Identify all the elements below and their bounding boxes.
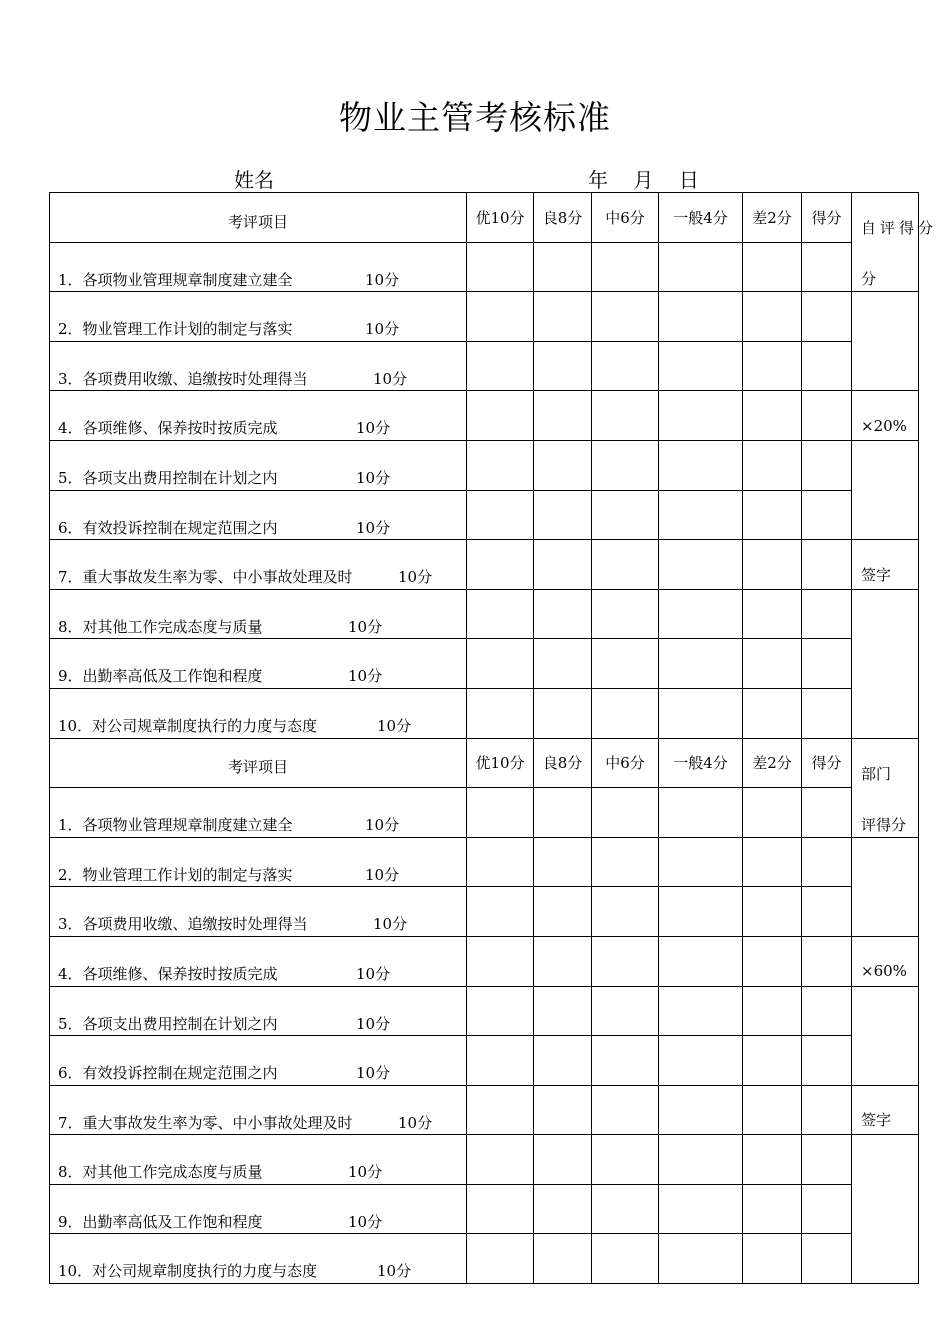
grade-cell[interactable] [592, 887, 659, 937]
item-cell [50, 440, 467, 490]
grade-cell[interactable] [534, 936, 592, 986]
item-score: 10分 [348, 1163, 383, 1182]
grade-cell[interactable] [592, 1085, 659, 1135]
grade-cell[interactable] [743, 1085, 802, 1135]
table-row [50, 242, 919, 292]
grade-cell[interactable] [592, 391, 659, 441]
table-row [50, 292, 919, 342]
item-score: 10分 [365, 816, 400, 835]
grade-cell[interactable] [743, 292, 802, 342]
grade-cell[interactable] [592, 242, 659, 292]
grade-cell[interactable] [743, 986, 802, 1036]
grade-cell[interactable] [659, 936, 743, 986]
grade-cell[interactable] [802, 1184, 852, 1234]
grade-cell[interactable] [534, 242, 592, 292]
grade-cell[interactable] [467, 1135, 534, 1185]
table-row [50, 341, 919, 391]
grade-cell[interactable] [802, 292, 852, 342]
grade-header: 中6分 [592, 738, 659, 788]
item-label: 7．重大事故发生率为零、中小事故处理及时 [58, 1113, 353, 1132]
grade-cell[interactable] [592, 341, 659, 391]
grade-cell[interactable] [467, 936, 534, 986]
item-cell [50, 490, 467, 540]
grade-cell[interactable] [467, 490, 534, 540]
item-cell [50, 688, 467, 738]
grade-cell[interactable] [534, 1234, 592, 1284]
grade-cell[interactable] [534, 639, 592, 689]
item-label: 3．各项费用收缴、追缴按时处理得当 [58, 369, 308, 388]
item-label: 8．对其他工作完成态度与质量 [58, 617, 263, 636]
item-label: 7．重大事故发生率为零、中小事故处理及时 [58, 568, 353, 587]
grade-cell[interactable] [659, 1135, 743, 1185]
item-cell [50, 837, 467, 887]
grade-cell[interactable] [802, 242, 852, 292]
item-label: 5．各项支出费用控制在计划之内 [58, 468, 278, 487]
grade-cell[interactable] [802, 490, 852, 540]
grade-cell[interactable] [802, 986, 852, 1036]
grade-cell[interactable] [802, 1135, 852, 1185]
item-cell [50, 639, 467, 689]
grade-cell[interactable] [534, 1036, 592, 1086]
multiplier: ×20% [852, 391, 919, 441]
grade-cell[interactable] [802, 589, 852, 639]
grade-cell[interactable] [659, 688, 743, 738]
item-cell [50, 788, 467, 838]
side-blank-cell[interactable] [852, 986, 919, 1085]
grade-cell[interactable] [467, 837, 534, 887]
grade-cell[interactable] [592, 1135, 659, 1185]
item-cell [50, 242, 467, 292]
multiplier: ×60% [852, 936, 919, 986]
item-label: 3．各项费用收缴、追缴按时处理得当 [58, 915, 308, 934]
grade-cell[interactable] [659, 540, 743, 590]
grade-cell[interactable] [659, 986, 743, 1036]
grade-cell[interactable] [659, 1234, 743, 1284]
item-score: 10分 [348, 1212, 383, 1231]
table-row [50, 1085, 919, 1135]
item-cell [50, 1135, 467, 1185]
grade-cell[interactable] [534, 391, 592, 441]
grade-cell[interactable] [743, 837, 802, 887]
grade-cell[interactable] [659, 887, 743, 937]
grade-cell[interactable] [467, 440, 534, 490]
item-label: 6．有效投诉控制在规定范围之内 [58, 1064, 278, 1083]
grade-cell[interactable] [743, 1036, 802, 1086]
grade-header: 一般4分 [659, 738, 743, 788]
grade-cell[interactable] [743, 391, 802, 441]
side-blank-cell[interactable] [852, 292, 919, 391]
table-row [50, 1036, 919, 1086]
table-row [50, 1135, 919, 1185]
grade-header: 优10分 [467, 738, 534, 788]
item-cell [50, 1085, 467, 1135]
item-score: 10分 [356, 1014, 391, 1033]
grade-header: 差2分 [743, 738, 802, 788]
grade-cell[interactable] [743, 440, 802, 490]
grade-header: 优10分 [467, 193, 534, 243]
item-cell [50, 887, 467, 937]
grade-cell[interactable] [592, 1184, 659, 1234]
item-score: 10分 [356, 1064, 391, 1083]
section-header-row [50, 738, 919, 788]
grade-cell[interactable] [743, 639, 802, 689]
side-title-top: 部门 [861, 764, 892, 783]
item-label: 1．各项物业管理规章制度建立建全 [58, 270, 293, 289]
item-score: 10分 [365, 865, 400, 884]
grade-cell[interactable] [659, 1085, 743, 1135]
grade-cell[interactable] [467, 242, 534, 292]
grade-cell[interactable] [534, 837, 592, 887]
grade-cell[interactable] [592, 788, 659, 838]
side-title [852, 193, 938, 292]
grade-cell[interactable] [802, 1085, 852, 1135]
table-row [50, 440, 919, 490]
item-cell [50, 391, 467, 441]
grade-cell[interactable] [467, 788, 534, 838]
item-score: 10分 [356, 468, 391, 487]
grade-cell[interactable] [802, 837, 852, 887]
item-score: 10分 [373, 915, 408, 934]
grade-cell[interactable] [534, 589, 592, 639]
grade-cell[interactable] [802, 1234, 852, 1284]
grade-cell[interactable] [592, 589, 659, 639]
grade-cell[interactable] [534, 986, 592, 1036]
table-row [50, 391, 919, 441]
grade-cell[interactable] [743, 540, 802, 590]
item-score: 10分 [356, 518, 391, 537]
signature-cell[interactable] [852, 589, 919, 738]
grade-cell[interactable] [802, 936, 852, 986]
grade-cell[interactable] [467, 1184, 534, 1234]
table-row [50, 837, 919, 887]
sign-label: 签字 [852, 540, 919, 590]
grade-cell[interactable] [743, 688, 802, 738]
grade-cell[interactable] [467, 540, 534, 590]
grade-cell[interactable] [534, 1085, 592, 1135]
section-header: 考评项目 [50, 193, 467, 243]
grade-cell[interactable] [592, 936, 659, 986]
grade-cell[interactable] [467, 1085, 534, 1135]
item-label: 6．有效投诉控制在规定范围之内 [58, 518, 278, 537]
grade-cell[interactable] [659, 837, 743, 887]
grade-cell[interactable] [592, 688, 659, 738]
table-row [50, 936, 919, 986]
grade-cell[interactable] [743, 1184, 802, 1234]
evaluation-table [49, 192, 938, 1284]
grade-cell[interactable] [467, 391, 534, 441]
item-label: 5．各项支出费用控制在计划之内 [58, 1014, 278, 1033]
grade-cell[interactable] [467, 341, 534, 391]
grade-cell[interactable] [534, 1184, 592, 1234]
item-label: 8．对其他工作完成态度与质量 [58, 1163, 263, 1182]
item-label: 9．出勤率高低及工作饱和程度 [58, 1212, 263, 1231]
grade-cell[interactable] [659, 341, 743, 391]
grade-cell[interactable] [802, 887, 852, 937]
grade-cell[interactable] [534, 1135, 592, 1185]
grade-header: 得分 [802, 193, 852, 243]
table-row [50, 490, 919, 540]
item-cell [50, 986, 467, 1036]
item-score: 10分 [377, 716, 412, 735]
item-label: 4．各项维修、保养按时按质完成 [58, 964, 278, 983]
grade-cell[interactable] [743, 589, 802, 639]
grade-cell[interactable] [802, 341, 852, 391]
grade-cell[interactable] [592, 292, 659, 342]
grade-cell[interactable] [592, 986, 659, 1036]
grade-cell[interactable] [534, 887, 592, 937]
item-label: 1．各项物业管理规章制度建立建全 [58, 816, 293, 835]
grade-cell[interactable] [743, 242, 802, 292]
grade-cell[interactable] [802, 440, 852, 490]
name-label: 姓名 [234, 168, 274, 192]
item-score: 10分 [356, 964, 391, 983]
grade-cell[interactable] [659, 391, 743, 441]
grade-header: 中6分 [592, 193, 659, 243]
grade-cell[interactable] [467, 292, 534, 342]
page-title: 物业主管考核标准 [339, 98, 611, 137]
grade-header: 良8分 [534, 738, 592, 788]
grade-cell[interactable] [534, 788, 592, 838]
grade-cell[interactable] [743, 887, 802, 937]
grade-header: 良8分 [534, 193, 592, 243]
grade-cell[interactable] [659, 242, 743, 292]
grade-cell[interactable] [534, 292, 592, 342]
grade-cell[interactable] [467, 1234, 534, 1284]
item-score: 10分 [398, 1113, 433, 1132]
table-row [50, 540, 919, 590]
side-title-top: 自评得分 [861, 219, 938, 237]
grade-cell[interactable] [802, 1036, 852, 1086]
item-score: 10分 [365, 320, 400, 339]
grade-header: 一般4分 [659, 193, 743, 243]
grade-cell[interactable] [802, 688, 852, 738]
grade-cell[interactable] [592, 639, 659, 689]
grade-cell[interactable] [659, 490, 743, 540]
date-label: 年 月 日 [588, 168, 699, 192]
grade-cell[interactable] [592, 1234, 659, 1284]
grade-cell[interactable] [467, 589, 534, 639]
item-cell [50, 1184, 467, 1234]
grade-cell[interactable] [534, 540, 592, 590]
table-row [50, 589, 919, 639]
grade-cell[interactable] [592, 440, 659, 490]
item-label: 10．对公司规章制度执行的力度与态度 [58, 716, 318, 735]
item-cell [50, 341, 467, 391]
grade-cell[interactable] [592, 540, 659, 590]
grade-cell[interactable] [467, 639, 534, 689]
grade-cell[interactable] [534, 490, 592, 540]
grade-cell[interactable] [659, 292, 743, 342]
side-title [852, 738, 919, 837]
side-title-bottom: 评得分 [861, 815, 907, 834]
grade-cell[interactable] [743, 936, 802, 986]
item-score: 10分 [373, 369, 408, 388]
grade-cell[interactable] [802, 639, 852, 689]
item-score: 10分 [348, 617, 383, 636]
grade-cell[interactable] [743, 490, 802, 540]
grade-cell[interactable] [802, 391, 852, 441]
grade-cell[interactable] [659, 639, 743, 689]
item-score: 10分 [377, 1262, 412, 1281]
section-header: 考评项目 [50, 738, 467, 788]
item-label: 2．物业管理工作计划的制定与落实 [58, 320, 293, 339]
grade-cell[interactable] [467, 688, 534, 738]
grade-cell[interactable] [592, 490, 659, 540]
item-label: 9．出勤率高低及工作饱和程度 [58, 667, 263, 686]
item-score: 10分 [398, 568, 433, 587]
grade-cell[interactable] [802, 540, 852, 590]
sign-label: 签字 [852, 1085, 919, 1135]
item-score: 10分 [356, 419, 391, 438]
grade-cell[interactable] [743, 341, 802, 391]
item-label: 10．对公司规章制度执行的力度与态度 [58, 1262, 318, 1281]
grade-cell[interactable] [534, 341, 592, 391]
table-row [50, 688, 919, 738]
grade-cell[interactable] [659, 788, 743, 838]
grade-cell[interactable] [659, 440, 743, 490]
grade-header: 得分 [802, 738, 852, 788]
grade-cell[interactable] [467, 887, 534, 937]
grade-cell[interactable] [534, 440, 592, 490]
item-cell [50, 1036, 467, 1086]
item-cell [50, 589, 467, 639]
grade-cell[interactable] [467, 986, 534, 1036]
table-row [50, 887, 919, 937]
signature-cell[interactable] [852, 1135, 919, 1284]
side-title-bottom: 分 [861, 270, 877, 288]
table-row [50, 1184, 919, 1234]
grade-cell[interactable] [467, 1036, 534, 1086]
side-blank-cell[interactable] [852, 440, 919, 539]
item-score: 10分 [365, 270, 400, 289]
grade-header: 差2分 [743, 193, 802, 243]
item-cell [50, 292, 467, 342]
side-blank-cell[interactable] [852, 837, 919, 936]
table-row [50, 1234, 919, 1284]
table-row [50, 788, 919, 838]
item-cell [50, 936, 467, 986]
item-label: 2．物业管理工作计划的制定与落实 [58, 865, 293, 884]
section-header-row [50, 193, 919, 243]
item-score: 10分 [348, 667, 383, 686]
grade-cell[interactable] [743, 1135, 802, 1185]
grade-cell[interactable] [659, 589, 743, 639]
grade-cell[interactable] [592, 837, 659, 887]
item-cell [50, 540, 467, 590]
grade-cell[interactable] [534, 688, 592, 738]
item-label: 4．各项维修、保养按时按质完成 [58, 419, 278, 438]
table-row [50, 986, 919, 1036]
item-cell [50, 1234, 467, 1284]
grade-cell[interactable] [659, 1184, 743, 1234]
grade-cell[interactable] [743, 1234, 802, 1284]
table-row [50, 639, 919, 689]
grade-cell[interactable] [659, 1036, 743, 1086]
grade-cell[interactable] [743, 788, 802, 838]
grade-cell[interactable] [592, 1036, 659, 1086]
grade-cell[interactable] [802, 788, 852, 838]
